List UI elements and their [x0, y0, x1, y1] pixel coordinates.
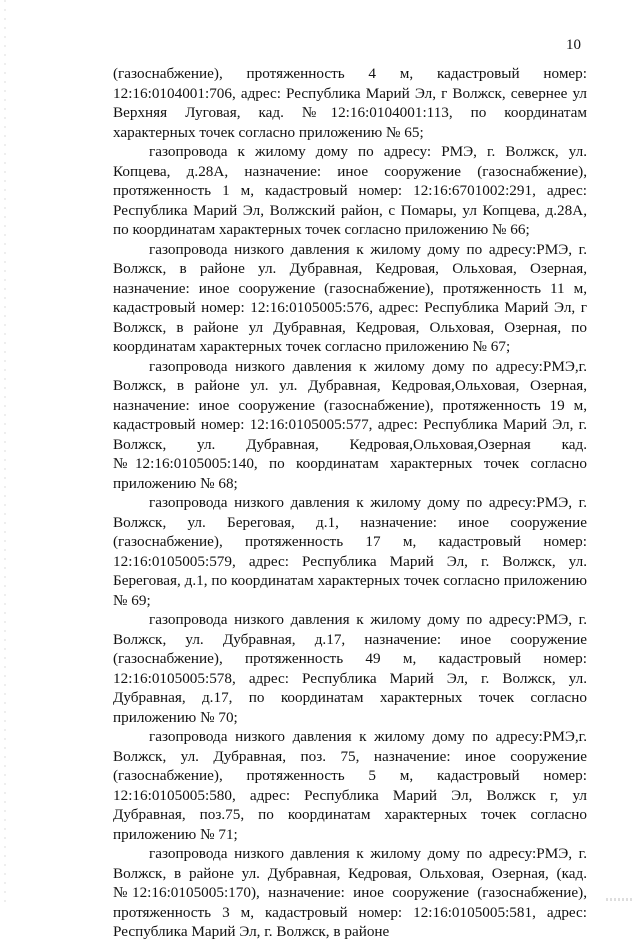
paragraph-item-72: газопровода низкого давления к жилому дому по адресу:РМЭ, г. Волжск, в районе ул. Дубравная, Кедровая, Ольховая, Озерная, (кад.№12:16:0105005:170), назначение: иное сооружение (газоснабжение), протяженность 3 м, кадастровый номер: 12:16:0105005:581, адрес: Республика Марий Эл, г. Волжск, в районе: [113, 845, 587, 940]
paragraph-item-70: газопровода низкого давления к жилому дому по адресу:РМЭ, г. Волжск, ул. Дубравная, д.17, назначение: иное сооружение (газоснабжение), протяженность 49 м, кадастровый номер: 12:16:0105005:578, адрес: Республика Марий Эл, г. Волжск, ул. Дубравная, д.17, по координатам характерных точек согласно приложению № 70;: [113, 611, 587, 726]
page-number: 10: [566, 37, 581, 53]
scan-edge-artifact: [4, 0, 6, 905]
paragraph-item-67: газопровода низкого давления к жилому дому по адресу:РМЭ, г. Волжск, в районе ул. Дубравная, Кедровая, Ольховая, Озерная, назначение: иное сооружение (газоснабжение), протяженность 11 м, кадастровый номер: 12:16:0105005:576, адрес: Республика Марий Эл, г Волжск, в районе ул Дубравная, Кедровая, Ольховая, Озерная, по координатам характерных точек согласно приложению № 67;: [113, 240, 587, 355]
paragraph-item-65: (газоснабжение), протяженность 4 м, кадастровый номер: 12:16:0104001:706, адрес: Республика Марий Эл, г Волжск, севернее ул Верхняя Луговая, кад. №12:16:0104001:113, по координатам характерных точек согласно приложению № 65;: [113, 65, 587, 141]
paragraph-item-71: газопровода низкого давления к жилому дому по адресу:РМЭ,г. Волжск, ул. Дубравная, поз. 75, назначение: иное сооружение (газоснабжение), протяженность 5 м, кадастровый номер: 12:16:0105005:580, адрес: Республика Марий Эл, Волжск г, ул Дубравная, поз.75, по координатам характерных точек согласно приложению № 71;: [113, 728, 587, 843]
paragraph-item-68: газопровода низкого давления к жилому дому по адресу:РМЭ,г. Волжск, в районе ул. ул. Дубравная, Кедровая,Ольховая, Озерная, назначение: иное сооружение (газоснабжение), протяженность 19 м, кадастровый номер: 12:16:0105005:577, адрес: Республика Марий Эл, г. Волжск, ул. Дубравная, Кедровая,Ольховая,Озерная кад.№12:16:0105005:140, по координатам характерных точек согласно приложению № 68;: [113, 357, 587, 492]
document-body: [113, 64, 587, 942]
paragraph-item-69: газопровода низкого давления к жилому дому по адресу:РМЭ, г. Волжск, ул. Береговая, д.1, назначение: иное сооружение (газоснабжение), протяженность 17 м, кадастровый номер: 12:16:0105005:579, адрес: Республика Марий Эл, г. Волжск, ул. Береговая, д.1, по координатам характерных точек согласно приложению № 69;: [113, 494, 587, 609]
scan-corner-artifact: [606, 898, 632, 901]
paragraph-item-66: газопровода к жилому дому по адресу: РМЭ, г. Волжск, ул. Копцева, д.28А, назначение: иное сооружение (газоснабжение), протяженность 1 м, кадастровый номер: 12:16:6701002:291, адрес: Республика Марий Эл, Волжский район, с Помары, ул Копцева, д.28А, по координатам характерных точек согласно приложению № 66;: [113, 143, 587, 238]
